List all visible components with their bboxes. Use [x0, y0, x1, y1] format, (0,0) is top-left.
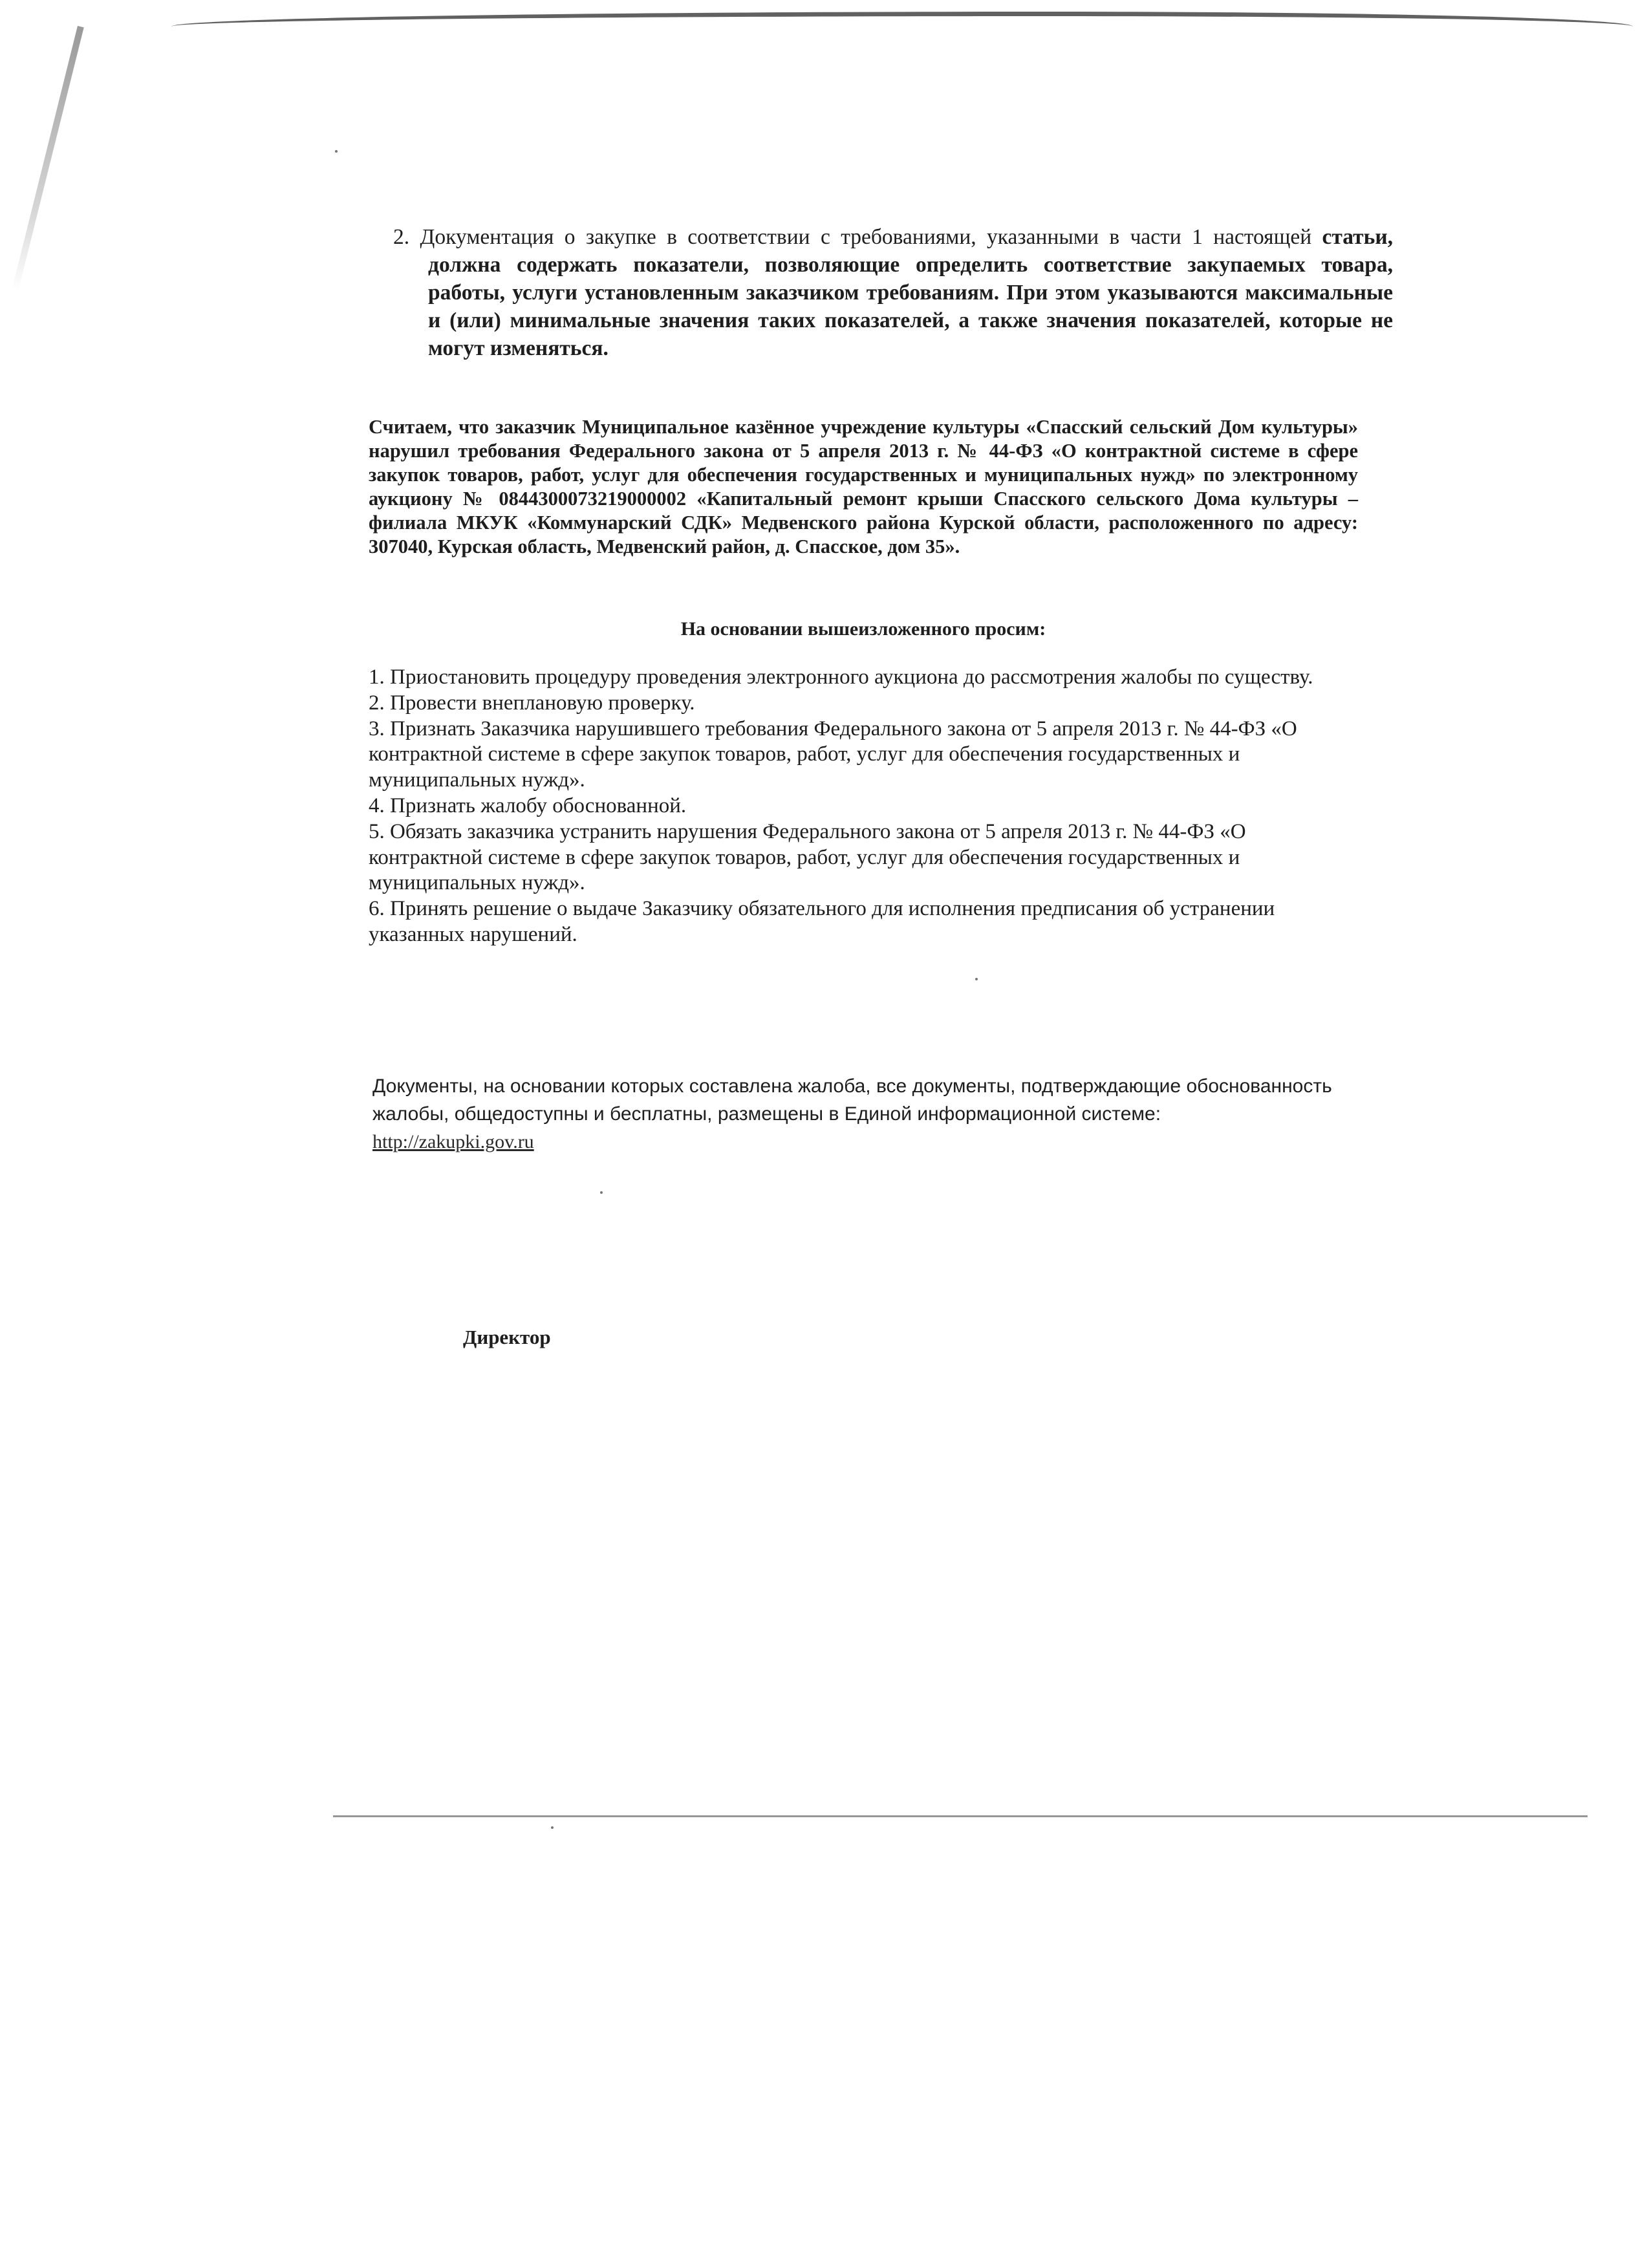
request-item: 1. Приостановить процедуру проведения электронного аукциона до рассмотрения жалобы по существу.	[369, 665, 1313, 689]
scan-speck	[975, 978, 978, 980]
documents-note-text: Документы, на основании которых составлена жалоба, все документы, подтверждающие обоснованность жалобы, общедоступны и бесплатны, размещены в Единой информационной системе:	[372, 1075, 1332, 1125]
signature-title: Директор	[463, 1326, 551, 1348]
scan-speck	[551, 1826, 554, 1829]
request-item: 6. Принять решение о выдаче Заказчику обязательного для исполнения предписания об устранении указанных нарушений.	[369, 897, 1275, 946]
requests-heading: На основании вышеизложенного просим:	[680, 618, 1046, 640]
scan-edge-bottom	[333, 1815, 1588, 1817]
request-item: 4. Признать жалобу обоснованной.	[369, 794, 687, 817]
requests-list	[369, 665, 1364, 948]
scan-edge-top	[171, 12, 1633, 27]
clause-bold-text: статьи, должна содержать показатели, позволяющие определить соответствие закупаемых товара, работы, услуги установленным заказчиком требованиям. При этом указываются максимальные и (или) минимальные значения таких показателей, а также значения показателей, которые не могут изменяться.	[428, 225, 1394, 360]
scan-speck	[600, 1191, 603, 1194]
clause-number: 2.	[393, 225, 410, 249]
request-item: 2. Провести внеплановую проверку.	[369, 691, 695, 715]
clause-lead-text: Документация о закупке в соответствии с требованиями, указанными в части 1 настоящей	[420, 225, 1322, 249]
complaint-statement: Считаем, что заказчик Муниципальное казённое учреждение культуры «Спасский сельский Дом культуры» нарушил требования Федерального закона от 5 апреля 2013 г. № 44-ФЗ «О контрактной системе в сфере закупок товаров, работ, услуг для обеспечения государственных и муниципальных нужд» по электронному аукциону № 0844300073219000002 «Капитальный ремонт крыши Спасского сельского Дома культуры – филиала МКУК «Коммунарский СДК» Медвенского района Курской области, расположенного по адресу: 307040, Курская область, Медвенский район, д. Спасское, дом 35».	[369, 416, 1358, 557]
request-item: 3. Признать Заказчика нарушившего требования Федерального закона от 5 апреля 2013 г. № 44-ФЗ «О контрактной системе в сфере закупок товаров, работ, услуг для обеспечения государственных и муниципальных нужд».	[369, 717, 1297, 792]
documents-note	[372, 1072, 1362, 1156]
documents-link[interactable]: http://zakupki.gov.ru	[372, 1131, 534, 1152]
scan-edge-left	[12, 26, 83, 291]
law-clause-item-2	[393, 223, 1393, 362]
scan-speck	[335, 150, 338, 153]
request-item: 5. Обязать заказчика устранить нарушения Федерального закона от 5 апреля 2013 г. № 44-ФЗ «О контрактной системе в сфере закупок товаров, работ, услуг для обеспечения государственных и муниципальных нужд».	[369, 819, 1246, 895]
